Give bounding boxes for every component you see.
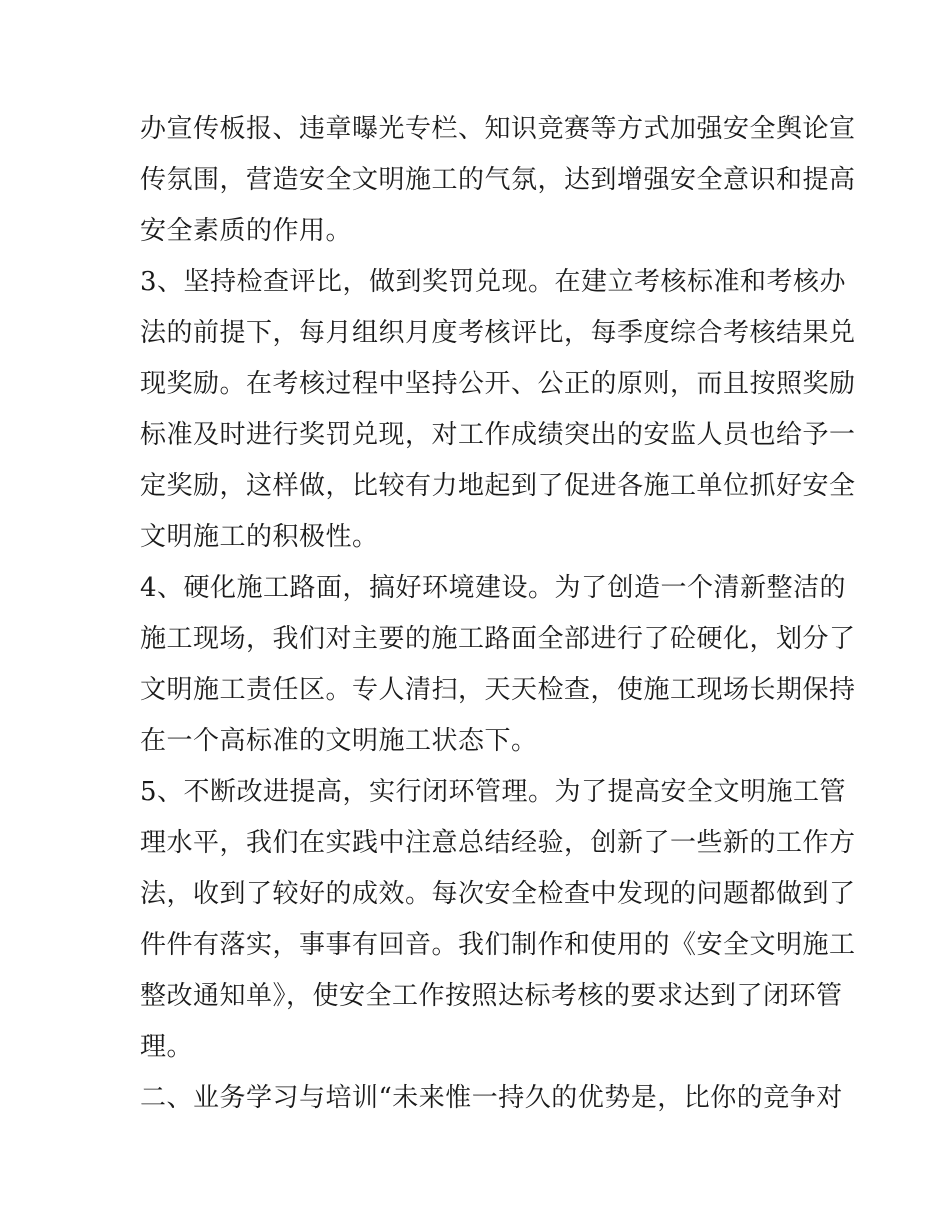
text-line: 3、坚持检查评比，做到奖罚兑现。在建立考核标准和考核办 (140, 267, 847, 297)
text-line: 施工现场，我们对主要的施工路面全部进行了砼硬化，划分了 (140, 624, 856, 654)
text-line: 标准及时进行奖罚兑现，对工作成绩突出的安监人员也给予一 (140, 420, 856, 450)
text-line: 办宣传板报、违章曝光专栏、知识竞赛等方式加强安全舆论宣 (140, 114, 856, 144)
text-line: 理。 (140, 1032, 194, 1062)
text-line: 现奖励。在考核过程中坚持公开、公正的原则，而且按照奖励 (140, 369, 856, 399)
text-line: 4、硬化施工路面，搞好环境建设。为了创造一个清新整洁的 (140, 573, 847, 603)
text-line: 二、业务学习与培训“未来惟一持久的优势是，比你的竞争对 (140, 1083, 843, 1113)
text-line: 文明施工责任区。专人清扫，天天检查，使施工现场长期保持 (140, 675, 856, 705)
text-line: 件件有落实，事事有回音。我们制作和使用的《安全文明施工 (140, 930, 856, 960)
text-line: 定奖励，这样做，比较有力地起到了促进各施工单位抓好安全 (140, 471, 856, 501)
text-line: 理水平，我们在实践中注意总结经验，创新了一些新的工作方 (140, 828, 856, 858)
text-line: 安全素质的作用。 (140, 216, 353, 246)
text-line: 5、不断改进提高，实行闭环管理。为了提高安全文明施工管 (140, 777, 847, 807)
text-line: 文明施工的积极性。 (140, 522, 379, 552)
text-line: 传氛围，营造安全文明施工的气氛，达到增强安全意识和提高 (140, 165, 856, 195)
text-line: 法，收到了较好的成效。每次安全检查中发现的问题都做到了 (140, 879, 856, 909)
text-line: 法的前提下，每月组织月度考核评比，每季度综合考核结果兑 (140, 318, 856, 348)
body-text (140, 104, 856, 1124)
text-line: 整改通知单》，使安全工作按照达标考核的要求达到了闭环管 (140, 981, 843, 1011)
text-line: 在一个高标准的文明施工状态下。 (140, 726, 538, 756)
